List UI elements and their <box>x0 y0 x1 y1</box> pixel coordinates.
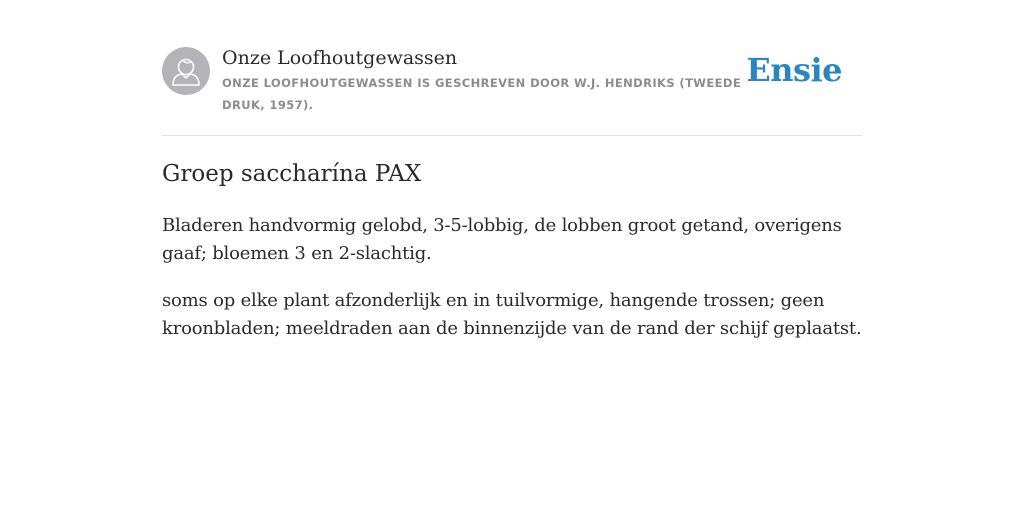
ensie-logo[interactable]: Ensie <box>746 51 842 89</box>
header-divider <box>162 135 862 136</box>
entry-title: Groep saccharína PAX <box>162 161 422 187</box>
entry-paragraph-1: Bladeren handvormig gelobd, 3-5-lobbig, de lobben groot getand, overigens gaaf; bloemen 3 en 2-slachtig. <box>162 215 842 264</box>
entry-paragraph-2: soms op elke plant afzonderlijk en in tuilvormige, hangende trossen; geen kroonbladen; meeldraden aan de binnenzijde van de rand der schijf geplaatst. <box>162 290 862 339</box>
source-description: ONZE LOOFHOUTGEWASSEN IS GESCHREVEN DOOR W.J. HENDRIKS (TWEEDE DRUK, 1957). <box>222 76 742 112</box>
user-avatar-icon[interactable] <box>162 47 210 95</box>
source-title[interactable]: Onze Loofhoutgewassen <box>222 47 458 69</box>
source-header <box>162 46 862 136</box>
